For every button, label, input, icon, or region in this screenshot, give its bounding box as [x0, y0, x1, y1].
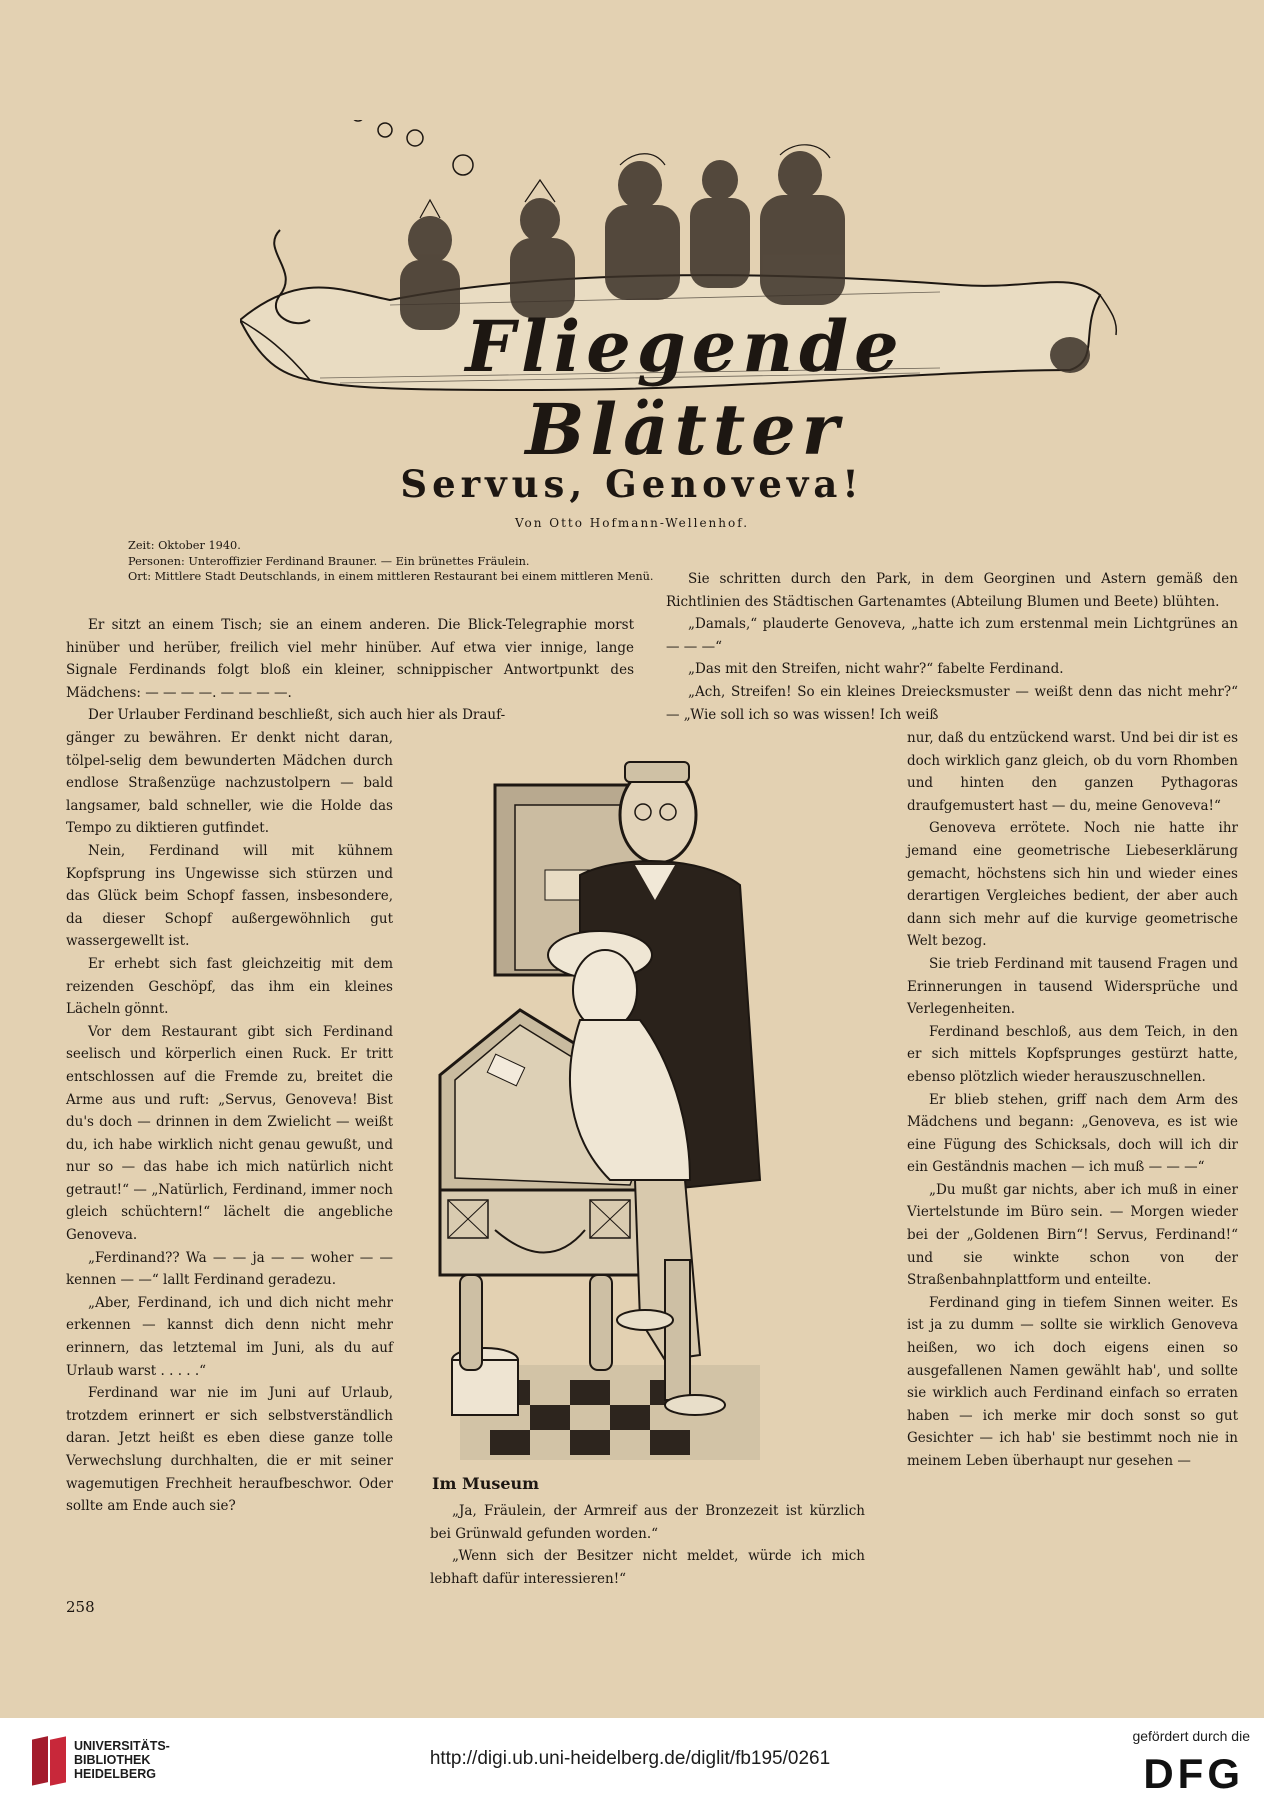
right-column-text	[907, 727, 1238, 1473]
paragraph: Der Urlauber Ferdinand beschließt, sich auch hier als Drauf-	[88, 707, 506, 724]
right-top-text	[666, 568, 1238, 726]
paragraph: Ferdinand beschloß, aus dem Teich, in den er sich mittels Kopfsprunges gestürzt hatte, ebenso plötzlich wieder herauszuschnellen.	[907, 1023, 1238, 1085]
paragraph: „Ferdinand?? Wa — — ja — — woher — — kennen — —“ lallt Ferdinand geradezu.	[66, 1249, 393, 1289]
left-column-text	[66, 727, 393, 1518]
cartoon-caption	[430, 1500, 865, 1590]
cartoon-illustration	[430, 760, 825, 1465]
library-name	[74, 1739, 170, 1781]
paragraph: Ferdinand ging in tiefem Sinnen weiter. Es ist ja zu dumm — sollte sie wirklich Genoveva heißen, wo ich doch eigens einen so ausgefallenen Namen gewählt hab', und sollte sie wirklich auch Ferdinand einfach so erraten haben — ich merke mir doch sonst so gut Gesichter — ich hab' sie bestimmt noch nie in meinem Leben überhaupt nur gesehen —	[907, 1294, 1238, 1469]
dfg-logo: DFG	[1143, 1750, 1244, 1797]
paragraph: „Ach, Streifen! So ein kleines Dreiecksmuster — weißt denn das nicht mehr?“ — „Wie soll ich so was wissen! Ich weiß	[666, 683, 1238, 723]
masthead-title: Fliegende Blätter	[465, 305, 905, 471]
library-name-line: UNIVERSITÄTS-	[74, 1739, 170, 1753]
meta-line: Ort: Mittlere Stadt Deutschlands, in einem mittleren Restaurant bei einem mittleren Menü.	[128, 570, 654, 583]
paragraph: Sie schritten durch den Park, in dem Georginen und Astern gemäß den Richtlinien des Städtischen Gartenamtes (Abteilung Blumen und Beete) blühten.	[666, 571, 1238, 610]
left-top-text	[66, 614, 634, 727]
paragraph: Nein, Ferdinand will mit kühnem Kopfsprung ins Ungewisse sich stürzen und das Glück beim Schopf fassen, insbesondere, da dieser Schopf außergewöhnlich gut wassergewellt ist.	[66, 842, 393, 950]
paragraph: Vor dem Restaurant gibt sich Ferdinand seelisch und körperlich einen Ruck. Er tritt entschlossen auf die Fremde zu, breitet die Arme aus und ruft: „Servus, Genoveva! Bist du's doch — drinnen in dem Zwielicht — weißt du, ich habe wirklich nicht genau gewußt, und nur so — das habe ich mich natürlich nicht getraut!“ — „Natürlich, Ferdinand, immer noch gleich schüchtern!“ lächelt die angebliche Genoveva.	[66, 1023, 393, 1244]
university-library-logo-icon	[30, 1732, 70, 1790]
caption-line: „Wenn sich der Besitzer nicht meldet, würde ich mich lebhaft dafür interessieren!“	[430, 1548, 865, 1587]
page-number: 258	[66, 1598, 95, 1616]
library-name-line: BIBLIOTHEK	[74, 1753, 151, 1767]
paragraph: Er erhebt sich fast gleichzeitig mit dem reizenden Geschöpf, das ihm ein kleines Lächeln gönnt.	[66, 955, 393, 1018]
sponsor-label: gefördert durch die	[1132, 1728, 1250, 1744]
meta-line: Personen: Unteroffizier Ferdinand Brauner. — Ein brünettes Fräulein.	[128, 554, 530, 568]
paragraph: nur, daß du entzückend warst. Und bei dir ist es doch wirklich ganz gleich, ob du vorn Rhomben und hinten den ganzen Pythagoras draufgemustert hast — du, meine Genoveva!“	[907, 730, 1238, 814]
paragraph: „Damals,“ plauderte Genoveva, „hatte ich zum erstenmal mein Lichtgrünes an — — —“	[666, 616, 1238, 655]
paragraph: Sie trieb Ferdinand mit tausend Fragen und Erinnerungen in tausend Widersprüche und Verlegenheiten.	[907, 955, 1238, 1018]
article-title: Servus, Genoveva!	[400, 462, 864, 506]
article-byline: Von Otto Hofmann-Wellenhof.	[514, 516, 750, 530]
meta-line: Zeit: Oktober 1940.	[128, 539, 241, 552]
cartoon-title: Im Museum	[432, 1474, 540, 1493]
paragraph: Er blieb stehen, griff nach dem Arm des Mädchens und begann: „Genoveva, es ist wie eine Fügung des Schicksals, doch will ich dir ein Geständnis machen — ich muß — — —“	[907, 1091, 1238, 1176]
paragraph: „Das mit den Streifen, nicht wahr?“ fabelte Ferdinand.	[688, 661, 1064, 678]
museum-cartoon-drawing	[430, 760, 825, 1465]
paragraph: Er sitzt an einem Tisch; sie an einem anderen. Die Blick-Telegraphie morst hinüber und herüber, freilich viel mehr hinüber. Auf etwa vier innige, lange Signale Ferdinands folgt bloß ein kleiner, schnippischer Antwortpunkt des Mädchens: — — — —. — — — —.	[66, 617, 634, 701]
paragraph: Genoveva errötete. Noch nie hatte ihr jemand eine geometrische Liebeserklärung gemacht, höchstens sich hin und wieder eines derartigen Vergleiches bedient, der aber auch dann sich mehr auf die kurvige geometrische Welt bezog.	[907, 820, 1238, 950]
footer-bar	[0, 1718, 1264, 1807]
source-url[interactable]: http://digi.ub.uni-heidelberg.de/diglit/fb195/0261	[429, 1748, 831, 1769]
paragraph: gänger zu bewähren. Er denkt nicht daran, tölpel-selig dem bewunderten Mädchen durch endlose Straßenzüge nachzustolpern — bald langsamer, bald schneller, wie die Holde das Tempo zu diktieren gutfindet.	[66, 730, 393, 837]
paragraph: „Du mußt gar nichts, aber ich muß in einer Viertelstunde im Büro sein. — Morgen wieder bei der „Goldenen Birn“! Servus, Ferdinand!“ und sie winkte schon von der Straßenbahnplattform und enteilte.	[907, 1181, 1238, 1289]
article-meta	[128, 538, 654, 585]
caption-line: „Ja, Fräulein, der Armreif aus der Bronzezeit ist kürzlich bei Grünwald gefunden worden.“	[430, 1503, 865, 1542]
paragraph: „Aber, Ferdinand, ich und dich nicht mehr erkennen — kannst dich denn nicht mehr erinnern, das letztemal im Juni, als du auf Urlaub warst . . . . .“	[66, 1294, 393, 1379]
masthead	[240, 120, 1120, 471]
library-name-line: HEIDELBERG	[74, 1767, 156, 1781]
paragraph: Ferdinand war nie im Juni auf Urlaub, trotzdem erinnert er sich selbstverständlich daran. Jetzt heißt es eben diese ganze tolle Verwechslung durchhalten, die er mit seiner wagemutigen Frechheit heraufbeschwor. Oder sollte am Ende auch sie?	[66, 1385, 393, 1515]
